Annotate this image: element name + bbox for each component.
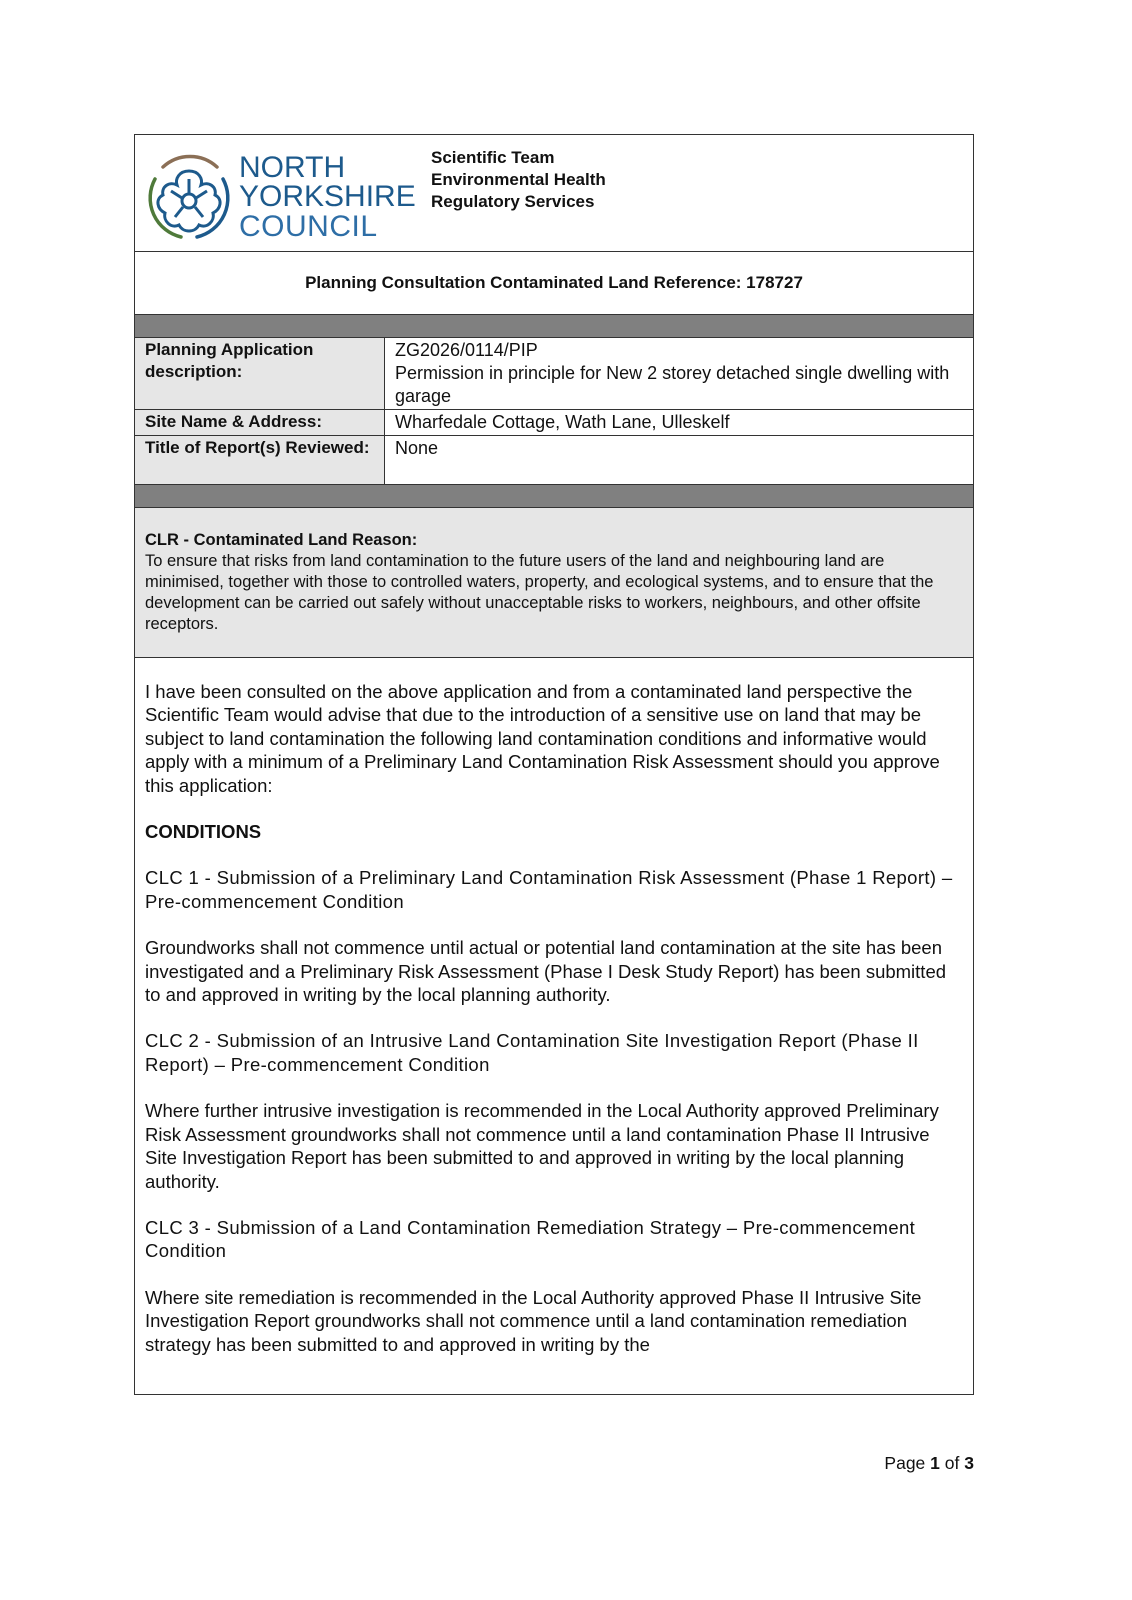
logo-line-2: YORKSHIRE: [239, 180, 416, 214]
intro-paragraph: I have been consulted on the above application and from a contaminated land perspective the Scientific Team would advise that due to the introduction of a sensitive use on land that may be subject to land contamination the following land contamination conditions and informative would apply with a minimum of a Preliminary Land Contamination Risk Assessment should you approve this application:: [145, 681, 940, 796]
page-label: Page: [884, 1453, 926, 1473]
condition-title: CLC 3 - Submission of a Land Contamination Remediation Strategy – Pre-commencement Condition: [145, 1216, 916, 1262]
team-line: Regulatory Services: [431, 192, 595, 211]
consultation-document: [134, 134, 974, 1395]
application-info-table: [135, 338, 973, 485]
clr-heading: CLR - Contaminated Land Reason:: [145, 531, 418, 549]
site-address: Wharfedale Cottage, Wath Lane, Ulleskelf: [385, 410, 974, 436]
table-row: [135, 338, 973, 410]
condition-text: Where further intrusive investigation is recommended in the Local Authority approved Preliminary Risk Assessment groundworks shall not commence until a land contamination Phase II Intrusive Site Investigation Report has been submitted to and approved in writing by the local planning authority.: [145, 1100, 939, 1192]
of-label: of: [944, 1453, 960, 1473]
application-reference: ZG2026/0114/PIP: [395, 340, 538, 360]
condition-text: Groundworks shall not commence until actual or potential land contamination at the site has been investigated and a Preliminary Risk Assessment (Phase I Desk Study Report) has been submitted to and approved in writing by the local planning authority.: [145, 937, 947, 1006]
yorkshire-rose-icon: [143, 149, 235, 241]
contaminated-land-reason: [135, 508, 973, 658]
row-label: Site Name & Address:: [135, 410, 385, 436]
row-value: [385, 338, 974, 410]
application-description: Permission in principle for New 2 storey detached single dwelling with garage: [395, 363, 950, 406]
logo-line-3: COUNCIL: [239, 209, 378, 243]
logo-line-1: NORTH: [239, 151, 346, 184]
team-line: Environmental Health: [431, 170, 606, 189]
condition-text: Where site remediation is recommended in the Local Authority approved Phase II Intrusive Site Investigation Report groundworks shall not commence until a land contamination remediation strategy has been submitted to and approved in writing by the: [145, 1286, 922, 1355]
conditions-heading: CONDITIONS: [145, 821, 262, 843]
table-row: [135, 436, 973, 485]
council-name: [239, 153, 416, 241]
clr-text: To ensure that risks from land contamination to the future users of the land and neighbouring land are minimised, together with those to controlled waters, property, and ecological systems, and to ensure that the development can be carried out safely without unacceptable risks to workers, neighbours, and other offsite receptors.: [145, 552, 934, 633]
table-row: [135, 410, 973, 436]
document-body: [135, 658, 973, 1394]
department-block: [431, 147, 606, 213]
page-number: [884, 1453, 974, 1474]
team-line: Scientific Team: [431, 148, 555, 167]
row-label: Title of Report(s) Reviewed:: [135, 436, 385, 485]
council-logo: [143, 149, 416, 243]
document-title: Planning Consultation Contaminated Land Reference: 178727: [135, 252, 973, 315]
section-divider: [135, 485, 973, 508]
page-total: 3: [964, 1453, 974, 1473]
section-divider: [135, 315, 973, 338]
condition-title: CLC 1 - Submission of a Preliminary Land Contamination Risk Assessment (Phase 1 Report) – Pre-commencement Condition: [145, 867, 953, 912]
document-header: [135, 135, 973, 252]
condition-title: CLC 2 - Submission of an Intrusive Land Contamination Site Investigation Report (Phase II Report) – Pre-commencement Condition: [145, 1030, 919, 1075]
page-current: 1: [930, 1453, 940, 1473]
reports-reviewed: None: [385, 436, 974, 485]
row-label: Planning Application description:: [135, 338, 385, 410]
